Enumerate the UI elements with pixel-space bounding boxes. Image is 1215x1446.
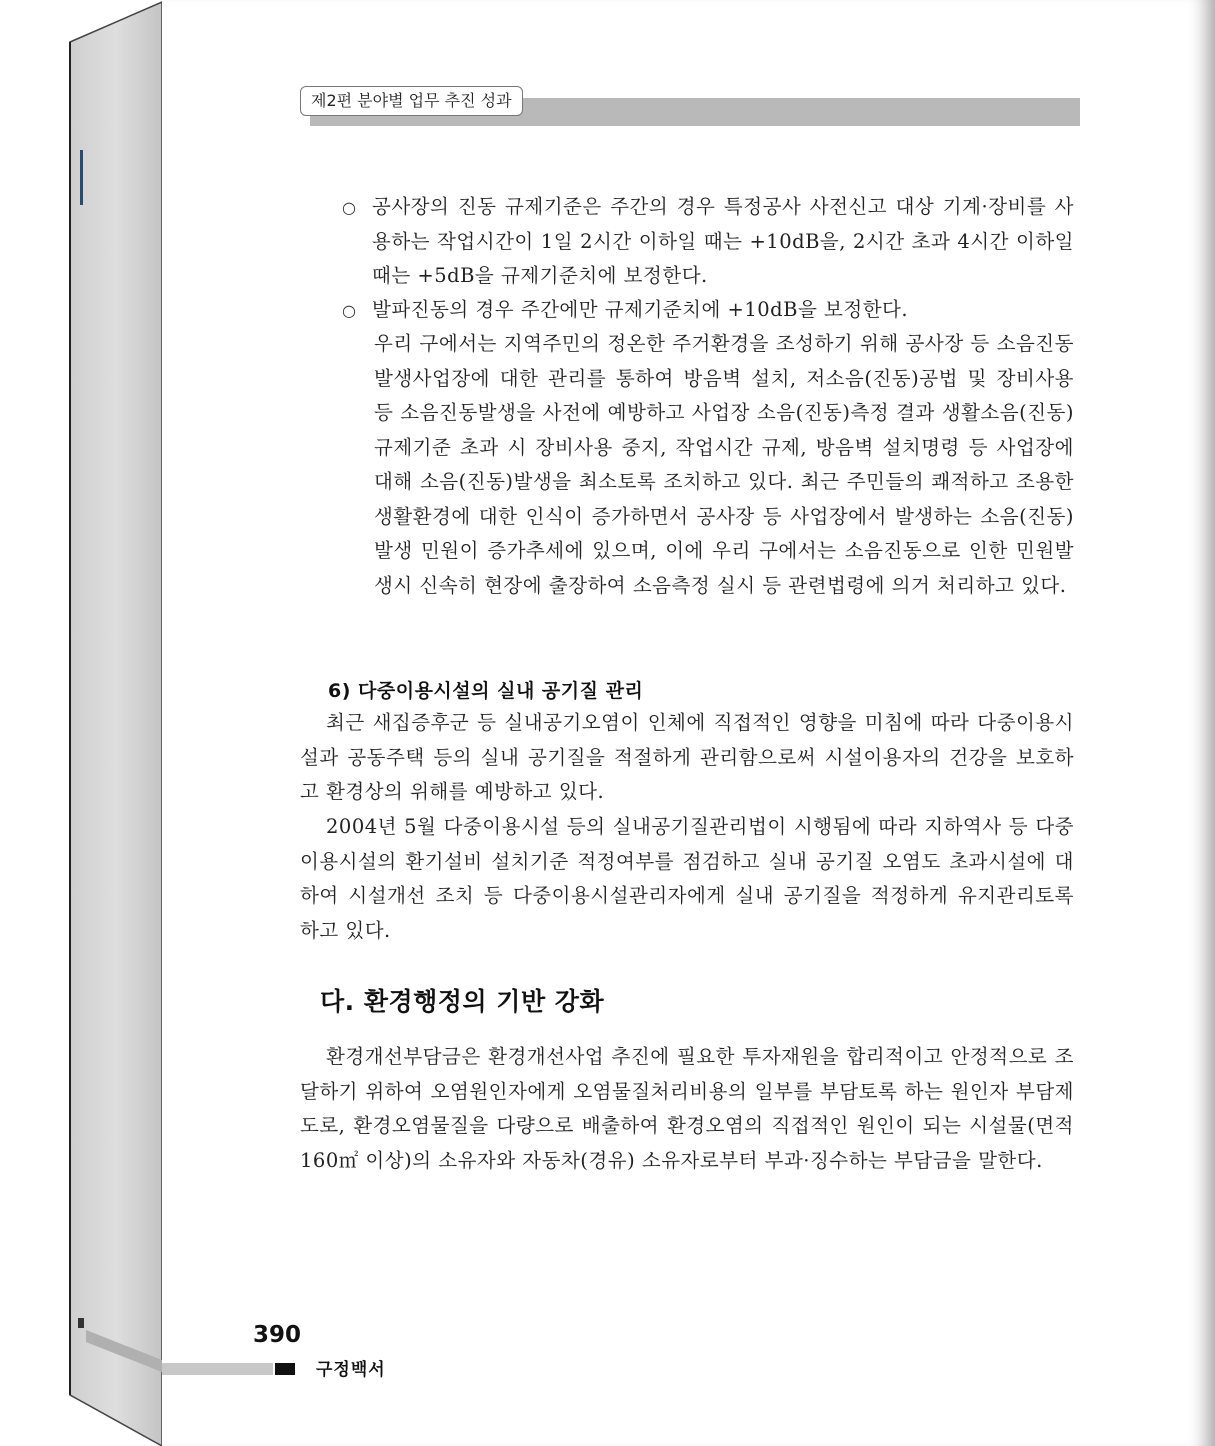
footer-bar: [162, 1363, 273, 1375]
body-paragraph: 최근 새집증후군 등 실내공기오염이 인체에 직접적인 영향을 미침에 따라 다중이용시설과 공동주택 등의 실내 공기질을 적절하게 관리함으로써 시설이용자의 건강을 보호하고 환경상의 위해를 예방하고 있다.: [300, 711, 1074, 803]
book-title: 구정백서: [316, 1360, 386, 1380]
bullet-marker: ○: [342, 301, 356, 320]
noise-management-paragraph: 우리 구에서는 지역주민의 정온한 주거환경을 조성하기 위해 공사장 등 소음진동발생사업장에 대한 관리를 통하여 방음벽 설치, 저소음(진동)공법 및 장비사용 등 소음진동발생을 사전에 예방하고 사업장 소음(진동)측정 결과 생활소음(진동)규제기준 초과 시 장비사용 중지, 작업시간 규제, 방음벽 설치명령 등 사업장에 대해 소음(진동)발생을 최소토록 조치하고 있다. 최근 주민들의 쾌적하고 조용한 생활환경에 대한 인식이 증가하면서 공사장 등 사업장에서 발생하는 소음(진동)발생 민원이 증가추세에 있으며, 이에 우리 구에서는 소음진동으로 인한 민원발생시 신속히 현장에 출장하여 소음측정 실시 등 관련법령에 의거 처리하고 있다.: [374, 332, 1074, 597]
footer-marker: [275, 1363, 295, 1375]
chapter-header-label: 제2편 분야별 업무 추진 성과: [300, 86, 523, 116]
page-number: 390: [253, 1322, 302, 1348]
body-paragraph: 환경개선부담금은 환경개선사업 추진에 필요한 투자재원을 합리적이고 안정적으로 조달하기 위하여 오염원인자에게 오염물질처리비용의 일부를 부담토록 하는 원인자 부담제도로, 환경오염물질을 다량으로 배출하여 환경오염의 직접적인 원인이 되는 시설물(면적 160㎡ 이상)의 소유자와 자동차(경유) 소유자로부터 부과·징수하는 부담금을 말한다.: [300, 1045, 1074, 1172]
bullet-marker: ○: [342, 198, 356, 217]
book-spine: [0, 0, 170, 1446]
subsection-heading: 6) 다중이용시설의 실내 공기질 관리: [328, 680, 644, 702]
bullet-paragraph: 공사장의 진동 규제기준은 주간의 경우 특정공사 사전신고 대상 기계·장비를 사용하는 작업시간이 1일 2시간 이하일 때는 +10dB을, 2시간 초과 4시간 이하일 때는 +5dB을 규제기준치에 보정한다.: [372, 195, 1074, 287]
section-heading: 다. 환경행정의 기반 강화: [320, 987, 605, 1016]
body-paragraph: 2004년 5월 다중이용시설 등의 실내공기질관리법이 시행됨에 따라 지하역사 등 다중이용시설의 환기설비 설치기준 적정여부를 점검하고 실내 공기질 오염도 초과시설에 대하여 시설개선 조치 등 다중이용시설관리자에게 실내 공기질을 적정하게 유지관리토록 하고 있다.: [300, 815, 1074, 942]
bullet-paragraph: 발파진동의 경우 주간에만 규제기준치에 +10dB을 보정한다.: [372, 298, 909, 321]
